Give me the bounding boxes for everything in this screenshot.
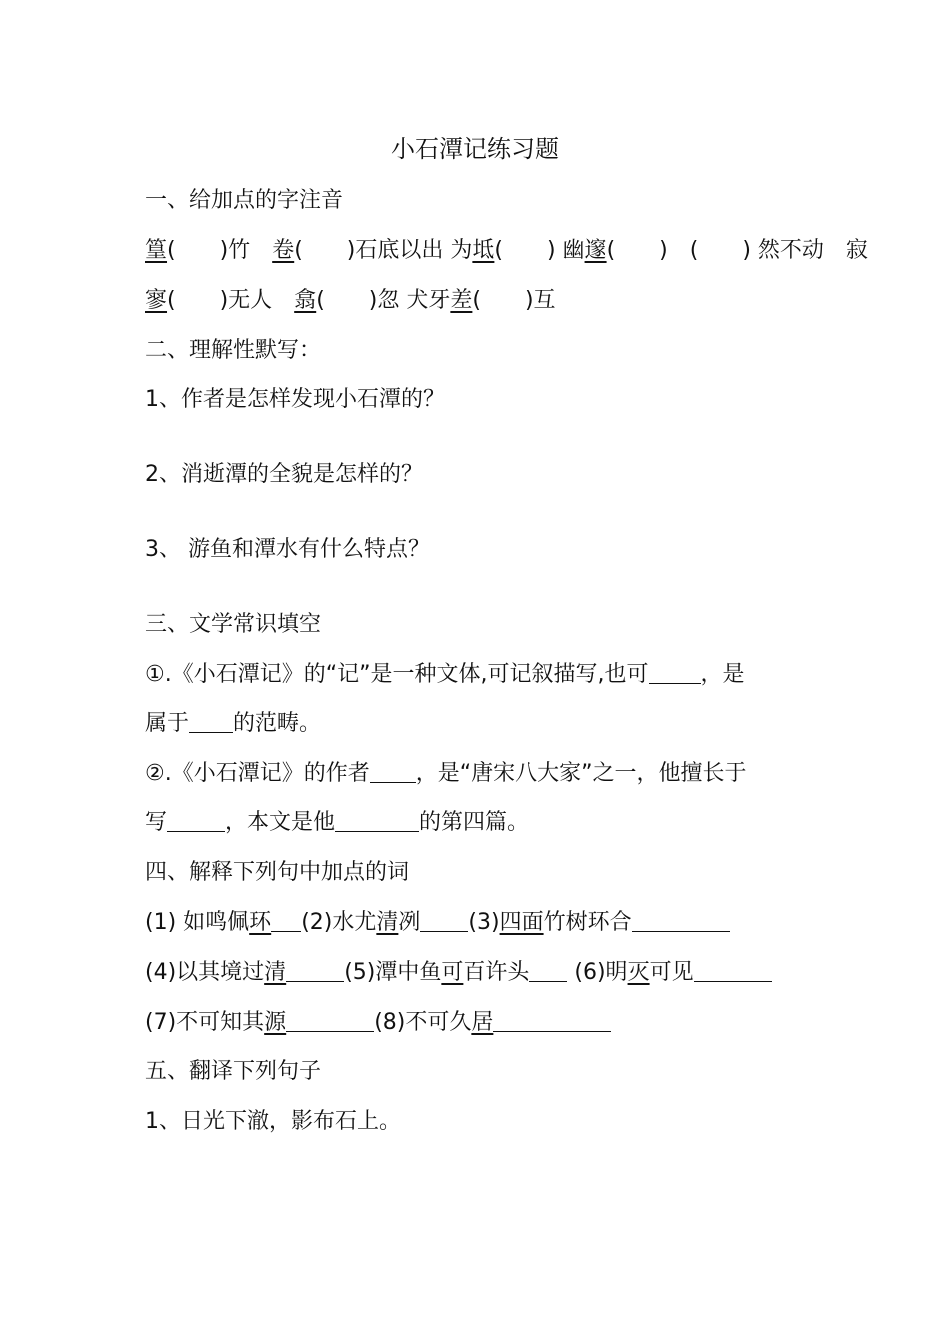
word-row-2 <box>145 958 772 988</box>
row-text: ( ) 幽 <box>494 238 585 263</box>
dotted-word: 四面 <box>499 910 544 935</box>
answer-blank[interactable] <box>189 710 233 733</box>
dotted-word: 源 <box>264 1010 287 1035</box>
row-text: ( ) ( ) 然不动 寂 <box>606 238 868 263</box>
dotted-char: 卷 <box>272 238 295 263</box>
word-row-1 <box>145 908 730 938</box>
answer-blank[interactable] <box>420 909 468 932</box>
word-text: 冽 <box>398 910 421 935</box>
row-text: ( )竹 <box>167 238 273 263</box>
dotted-char: 坻 <box>472 238 495 263</box>
dotted-word: 清 <box>264 960 287 985</box>
fill-text: ②.《小石潭记》的作者 <box>145 761 370 786</box>
translate-1: 1、日光下澈，影布石上。 <box>145 1109 401 1134</box>
word-text: 竹树环合 <box>543 910 632 935</box>
section-2-heading: 二、理解性默写： <box>145 338 322 363</box>
pinyin-row-1 <box>145 236 868 266</box>
dotted-char: 翕 <box>294 288 317 313</box>
word-text: (5)潭中鱼 <box>344 960 442 985</box>
answer-blank[interactable] <box>271 909 301 932</box>
answer-blank[interactable] <box>286 1009 374 1032</box>
fill-text: 属于 <box>145 711 190 736</box>
dotted-word: 居 <box>471 1010 494 1035</box>
fill-text: ，是“唐宋八大家”之一，他擅长于 <box>415 761 747 786</box>
word-text: (8)不可久 <box>374 1010 472 1035</box>
fill-line-3 <box>145 759 747 789</box>
dotted-char: 寥 <box>145 288 168 313</box>
fill-text: ①.《小石潭记》的“记”是一种文体,可记叙描写,也可 <box>145 662 649 687</box>
answer-blank[interactable] <box>493 1009 611 1032</box>
dotted-char: 差 <box>450 288 473 313</box>
dotted-word: 可 <box>441 960 464 985</box>
row-text: ( )忽 犬牙 <box>316 288 451 313</box>
row-text: ( )互 <box>472 288 556 313</box>
answer-blank[interactable] <box>694 959 772 982</box>
word-text: (7)不可知其 <box>145 1010 265 1035</box>
word-text: (1) 如鸣佩 <box>145 910 250 935</box>
answer-blank[interactable] <box>370 760 416 783</box>
fill-text: 写 <box>145 810 168 835</box>
section-3-heading: 三、文学常识填空 <box>145 612 322 637</box>
dotted-word: 环 <box>249 910 272 935</box>
fill-text: ，本文是他 <box>225 810 336 835</box>
answer-blank[interactable] <box>632 909 730 932</box>
question-2-1: 1、作者是怎样发现小石潭的？ <box>145 387 445 412</box>
answer-blank[interactable] <box>649 661 701 684</box>
row-text: ( )石底以出 为 <box>294 238 473 263</box>
question-2-2: 2、消逝潭的全貌是怎样的？ <box>145 462 423 487</box>
answer-blank[interactable] <box>286 959 344 982</box>
word-text: (6)明 <box>567 960 628 985</box>
fill-line-1 <box>145 660 745 690</box>
section-5-heading: 五、翻译下列句子 <box>145 1059 322 1084</box>
word-text: 可见 <box>649 960 694 985</box>
word-row-3 <box>145 1008 611 1038</box>
answer-blank[interactable] <box>529 959 567 982</box>
fill-line-2 <box>145 709 321 739</box>
dotted-char: 邃 <box>584 238 607 263</box>
fill-line-4 <box>145 808 529 838</box>
page-title: 小石潭记练习题 <box>391 135 559 163</box>
section-4-heading: 四、解释下列句中加点的词 <box>145 860 410 885</box>
pinyin-row-2 <box>145 286 556 316</box>
row-text: ( )无人 <box>167 288 295 313</box>
question-2-3: 3、 游鱼和潭水有什么特点？ <box>145 537 430 562</box>
section-1-heading: 一、给加点的字注音 <box>145 188 344 213</box>
dotted-word: 清 <box>376 910 399 935</box>
answer-blank[interactable] <box>167 809 225 832</box>
fill-text: 的第四篇。 <box>419 810 530 835</box>
word-text: (3) <box>468 910 500 935</box>
word-text: (2)水尤 <box>301 910 377 935</box>
dotted-char: 篁 <box>145 238 168 263</box>
dotted-word: 灭 <box>627 960 650 985</box>
fill-text: ，是 <box>700 662 745 687</box>
answer-blank[interactable] <box>335 809 419 832</box>
word-text: (4)以其境过 <box>145 960 265 985</box>
fill-text: 的范畴。 <box>233 711 322 736</box>
word-text: 百许头 <box>463 960 530 985</box>
